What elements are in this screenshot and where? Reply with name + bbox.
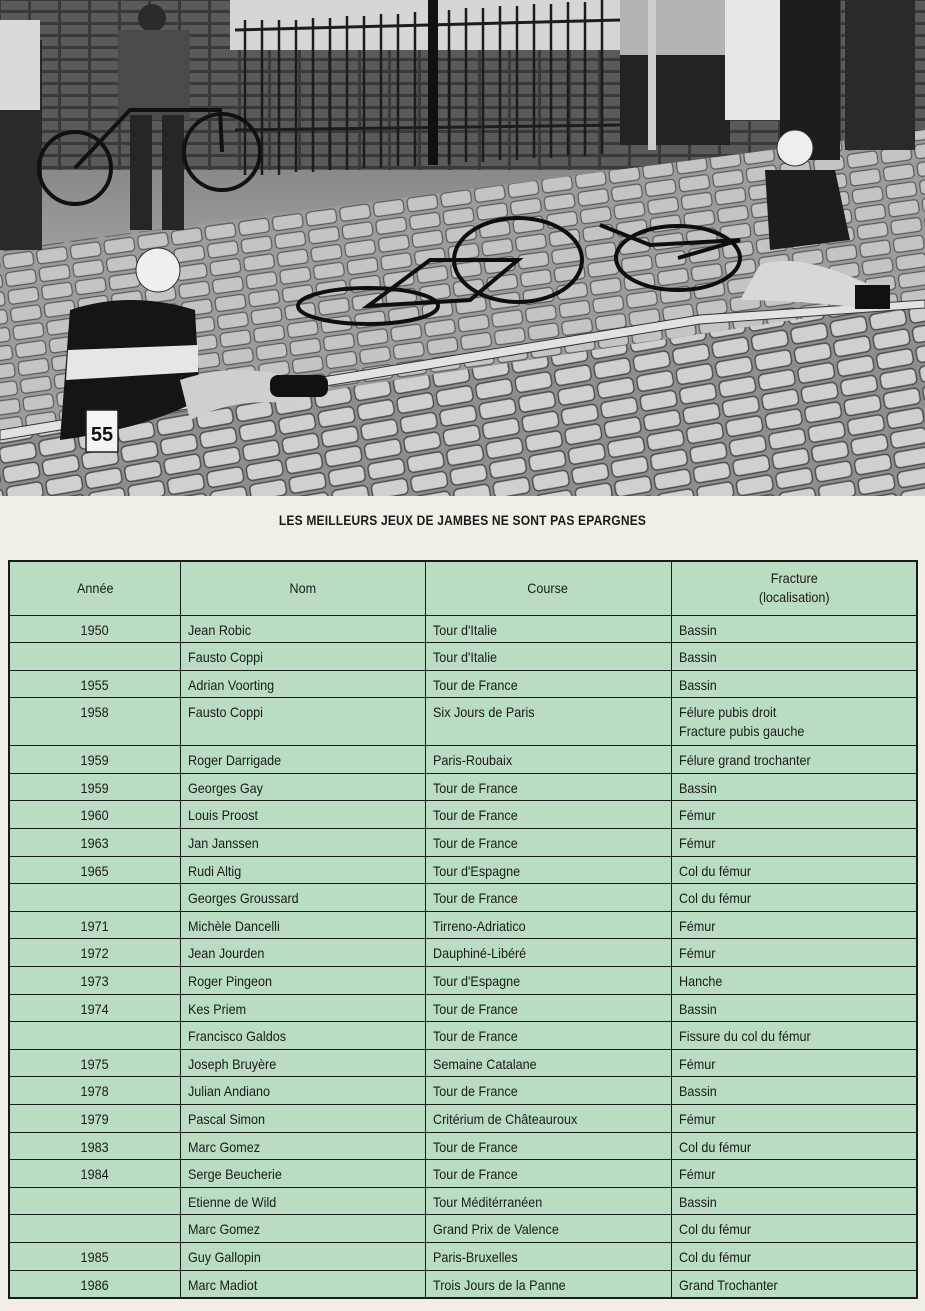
cell-nom: Marc Gomez xyxy=(180,1215,425,1243)
table-row xyxy=(9,1105,917,1133)
cell-nom: Jan Janssen xyxy=(180,829,425,857)
cell-nom: Kes Priem xyxy=(180,994,425,1022)
table-row xyxy=(9,967,917,995)
cell-course: Trois Jours de la Panne xyxy=(425,1270,671,1298)
cell-fracture: Col du fémur xyxy=(671,1242,917,1270)
cell-nom: Adrian Voorting xyxy=(180,670,425,698)
header-course: Course xyxy=(425,561,671,615)
cell-course: Tour d'Italie xyxy=(425,643,671,671)
cell-annee: 1959 xyxy=(9,746,180,774)
cell-nom: Georges Gay xyxy=(180,773,425,801)
cell-annee: 1958 xyxy=(9,698,180,746)
cell-annee: 1973 xyxy=(9,967,180,995)
cell-fracture: Félure grand trochanter xyxy=(671,746,917,774)
cell-course: Paris-Roubaix xyxy=(425,746,671,774)
cell-course: Tour d'Espagne xyxy=(425,967,671,995)
cell-fracture: Grand Trochanter xyxy=(671,1270,917,1298)
cell-annee: 1971 xyxy=(9,911,180,939)
table-row xyxy=(9,1187,917,1215)
cell-nom: Rudi Altig xyxy=(180,856,425,884)
table-row xyxy=(9,856,917,884)
cell-annee: 1960 xyxy=(9,801,180,829)
cell-annee: 1974 xyxy=(9,994,180,1022)
cell-annee: 1963 xyxy=(9,829,180,857)
cell-annee: 1955 xyxy=(9,670,180,698)
cell-fracture: Bassin xyxy=(671,773,917,801)
cell-course: Tour Méditérranéen xyxy=(425,1187,671,1215)
cell-fracture: Bassin xyxy=(671,994,917,1022)
cell-fracture: Fémur xyxy=(671,1160,917,1188)
table-row xyxy=(9,670,917,698)
table-row xyxy=(9,829,917,857)
cell-annee: 1986 xyxy=(9,1270,180,1298)
cell-fracture: Bassin xyxy=(671,643,917,671)
table-row xyxy=(9,1270,917,1298)
cell-fracture: Fémur xyxy=(671,1105,917,1133)
cell-fracture: Col du fémur xyxy=(671,1132,917,1160)
table-row xyxy=(9,1242,917,1270)
cell-course: Tour de France xyxy=(425,1077,671,1105)
cell-nom: Louis Proost xyxy=(180,801,425,829)
cell-nom: Joseph Bruyère xyxy=(180,1049,425,1077)
cell-annee: 1978 xyxy=(9,1077,180,1105)
cell-annee: 1985 xyxy=(9,1242,180,1270)
cell-course: Tirreno-Adriatico xyxy=(425,911,671,939)
cell-course: Tour d'Espagne xyxy=(425,856,671,884)
cell-fracture: Hanche xyxy=(671,967,917,995)
header-fracture: Fracture (localisation) xyxy=(671,561,917,615)
cell-fracture: Félure pubis droit Fracture pubis gauche xyxy=(671,698,917,746)
table-row xyxy=(9,1077,917,1105)
cell-nom: Francisco Galdos xyxy=(180,1022,425,1050)
cell-course: Grand Prix de Valence xyxy=(425,1215,671,1243)
cell-annee: 1950 xyxy=(9,615,180,643)
cell-annee xyxy=(9,1215,180,1243)
table-row xyxy=(9,773,917,801)
table-row xyxy=(9,1022,917,1050)
cell-course: Tour de France xyxy=(425,829,671,857)
cell-nom: Michèle Dancelli xyxy=(180,911,425,939)
cell-annee xyxy=(9,884,180,912)
table-row xyxy=(9,1160,917,1188)
photo-illustration xyxy=(0,0,925,496)
cell-fracture: Fémur xyxy=(671,829,917,857)
cell-fracture: Bassin xyxy=(671,1187,917,1215)
table-title: LES MEILLEURS JEUX DE JAMBES NE SONT PAS EPARGNES xyxy=(278,512,647,528)
cell-fracture: Bassin xyxy=(671,615,917,643)
cell-course: Tour de France xyxy=(425,994,671,1022)
cell-nom: Roger Darrigade xyxy=(180,746,425,774)
header-annee: Année xyxy=(9,561,180,615)
table-row xyxy=(9,1132,917,1160)
table-row xyxy=(9,698,917,746)
cell-nom: Guy Gallopin xyxy=(180,1242,425,1270)
table-header-row xyxy=(9,561,917,615)
cell-fracture: Fémur xyxy=(671,801,917,829)
table-row xyxy=(9,1049,917,1077)
cell-annee: 1965 xyxy=(9,856,180,884)
cell-annee: 1979 xyxy=(9,1105,180,1133)
cell-course: Tour de France xyxy=(425,773,671,801)
table-row xyxy=(9,1215,917,1243)
cell-fracture: Bassin xyxy=(671,1077,917,1105)
table-row xyxy=(9,801,917,829)
cell-course: Paris-Bruxelles xyxy=(425,1242,671,1270)
cell-nom: Fausto Coppi xyxy=(180,643,425,671)
table-row xyxy=(9,615,917,643)
table-row xyxy=(9,884,917,912)
cell-fracture: Fémur xyxy=(671,1049,917,1077)
cell-course: Tour de France xyxy=(425,801,671,829)
fracture-table xyxy=(8,560,918,1299)
cell-nom: Serge Beucherie xyxy=(180,1160,425,1188)
cell-annee: 1983 xyxy=(9,1132,180,1160)
cell-fracture: Fémur xyxy=(671,939,917,967)
cell-nom: Julian Andiano xyxy=(180,1077,425,1105)
cell-nom: Georges Groussard xyxy=(180,884,425,912)
cell-course: Dauphiné-Libéré xyxy=(425,939,671,967)
cell-annee: 1984 xyxy=(9,1160,180,1188)
cell-fracture: Col du fémur xyxy=(671,1215,917,1243)
cycling-crash-photo xyxy=(0,0,925,496)
cell-annee: 1975 xyxy=(9,1049,180,1077)
cell-course: Tour de France xyxy=(425,884,671,912)
table-row xyxy=(9,746,917,774)
cell-annee: 1959 xyxy=(9,773,180,801)
cell-course: Six Jours de Paris xyxy=(425,698,671,746)
cell-annee xyxy=(9,1022,180,1050)
table-row xyxy=(9,939,917,967)
cell-annee xyxy=(9,643,180,671)
fracture-table-container xyxy=(8,560,916,1299)
table-row xyxy=(9,643,917,671)
cell-course: Tour de France xyxy=(425,670,671,698)
cell-course: Tour de France xyxy=(425,1132,671,1160)
cell-nom: Etienne de Wild xyxy=(180,1187,425,1215)
cell-nom: Jean Jourden xyxy=(180,939,425,967)
cell-annee xyxy=(9,1187,180,1215)
table-row xyxy=(9,911,917,939)
cell-fracture: Col du fémur xyxy=(671,856,917,884)
cell-nom: Fausto Coppi xyxy=(180,698,425,746)
cell-course: Tour de France xyxy=(425,1022,671,1050)
cell-course: Semaine Catalane xyxy=(425,1049,671,1077)
cell-fracture: Fissure du col du fémur xyxy=(671,1022,917,1050)
cell-nom: Roger Pingeon xyxy=(180,967,425,995)
cell-fracture: Bassin xyxy=(671,670,917,698)
cell-course: Tour d'Italie xyxy=(425,615,671,643)
cell-annee: 1972 xyxy=(9,939,180,967)
cell-nom: Pascal Simon xyxy=(180,1105,425,1133)
table-row xyxy=(9,994,917,1022)
cell-nom: Marc Gomez xyxy=(180,1132,425,1160)
cell-fracture: Fémur xyxy=(671,911,917,939)
cell-nom: Jean Robic xyxy=(180,615,425,643)
cell-course: Tour de France xyxy=(425,1160,671,1188)
table-body xyxy=(9,615,917,1298)
rider-number: 55 xyxy=(90,424,114,446)
header-nom: Nom xyxy=(180,561,425,615)
cell-fracture: Col du fémur xyxy=(671,884,917,912)
cell-course: Critérium de Châteauroux xyxy=(425,1105,671,1133)
cell-nom: Marc Madiot xyxy=(180,1270,425,1298)
